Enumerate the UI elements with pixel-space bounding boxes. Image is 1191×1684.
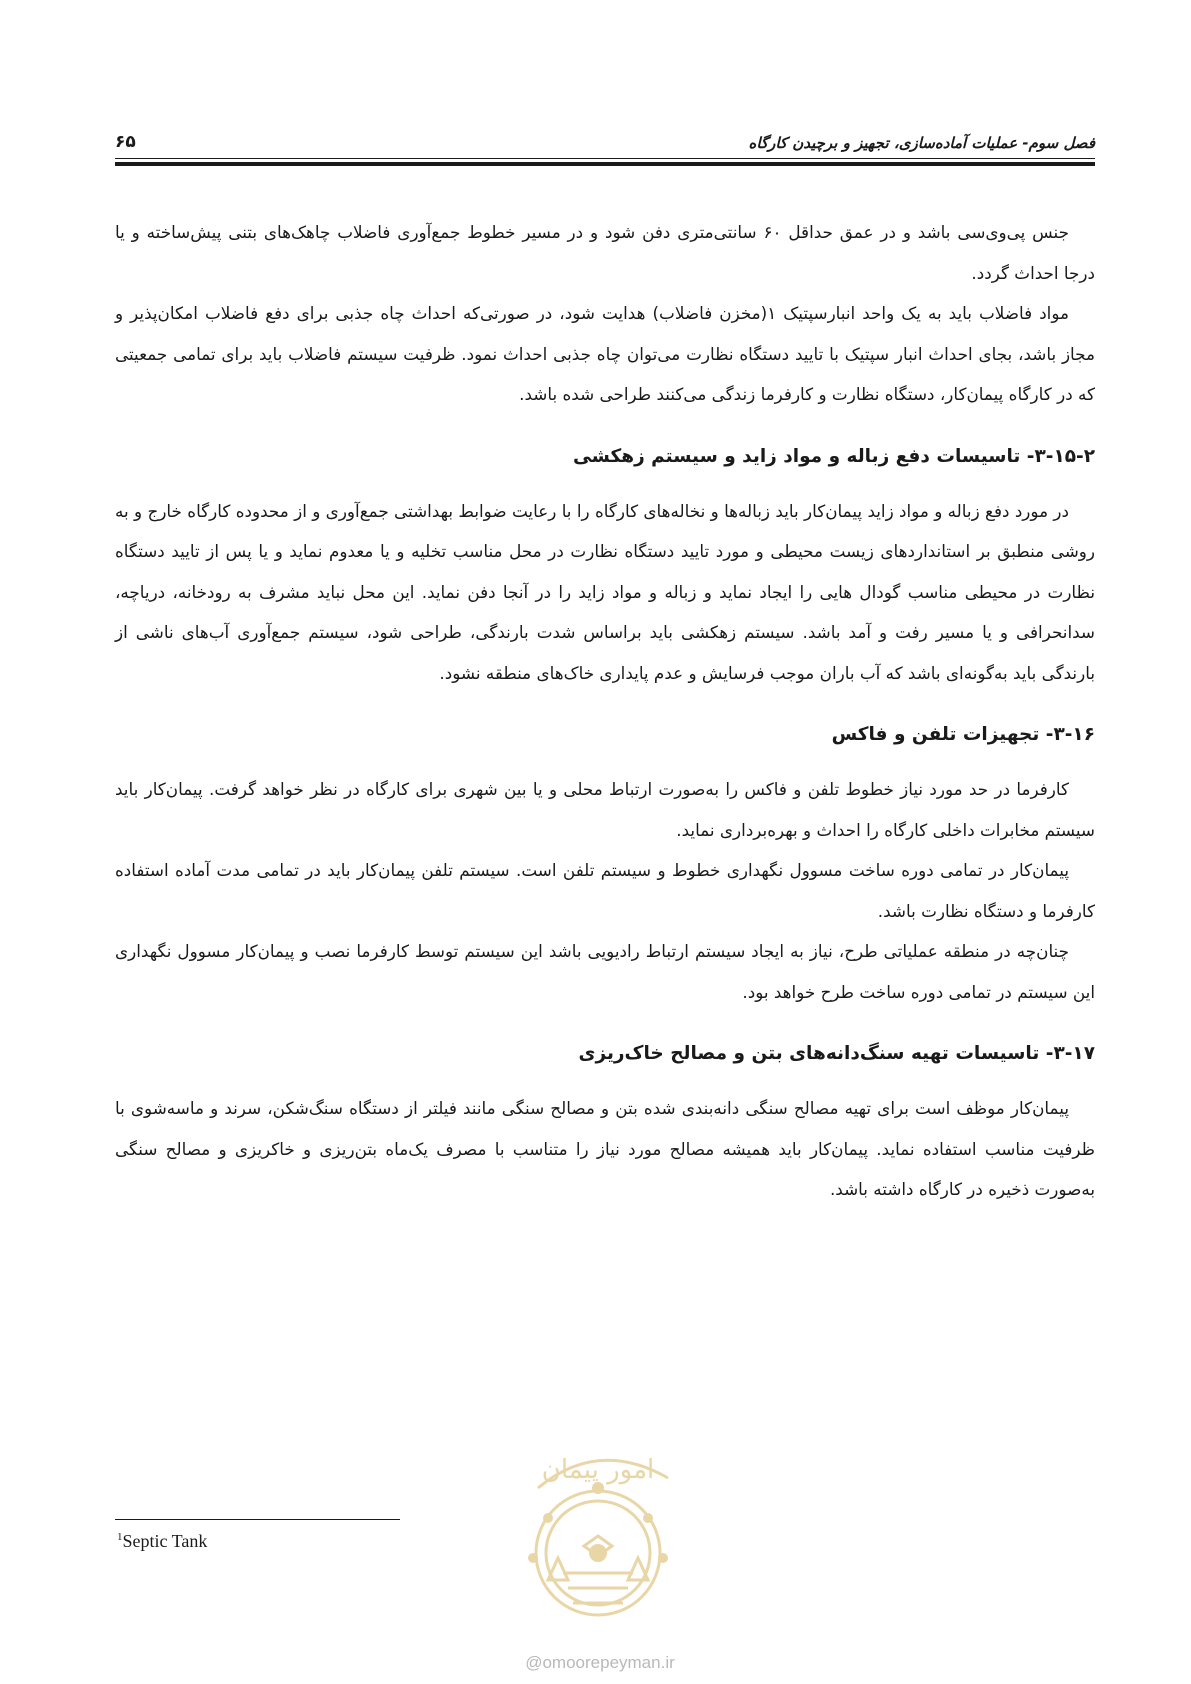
paragraph-waste-disposal: در مورد دفع زباله و مواد زاید پیمان‌کار باید زباله‌ها و نخاله‌های کارگاه را با رعایت ضوابط بهداشتی جمع‌آوری و از محدوده کارگاه خارج و به روشی منطبق بر استانداردهای زیست محیطی و مورد تایید دستگاه نظارت در محل مناسب تخلیه و یا معدوم نماید و یا پس از تایید دستگاه نظارت در محیطی مناسب گودال هایی را ایجاد نماید و زباله و مواد زاید را در آنجا دفن نماید. این محل نباید مشرف به رودخانه، دریاچه، سدانحرافی و یا مسیر رفت و آمد باشد. سیستم زهکشی باید براساس شدت بارندگی، طراحی شود، سیستم جمع‌آوری آب‌های ناشی از بارندگی باید به‌گونه‌ای باشد که آب باران موجب فرسایش و عدم پایداری خاک‌های منطقه نشود. — [115, 500, 1095, 683]
page-number: ۶۵ — [115, 132, 136, 152]
watermark-url: @omoorepeyman.ir — [525, 1653, 675, 1672]
paragraph-telephone-maintenance: پیمان‌کار در تمامی دوره ساخت مسوول نگهداری خطوط و سیستم تلفن است. سیستم تلفن پیمان‌کار باید در تمامی مدت آماده استفاده کارفرما و دستگاه نظارت باشد. — [115, 860, 1095, 921]
footnote — [117, 1531, 207, 1552]
chapter-title: فصل سوم- عملیات آماده‌سازی، تجهیز و برچیدن کارگاه — [748, 134, 1095, 152]
footnote-marker: 1 — [117, 1531, 123, 1543]
body-text — [115, 212, 1095, 1210]
footnote-text: Septic Tank — [122, 1531, 208, 1551]
footnote-rule — [115, 1519, 400, 1520]
header-rule-thick — [115, 162, 1095, 166]
section-heading-waste-disposal: ۳-۱۵-۲- تاسیسات دفع زباله و مواد زاید و سیستم زهکشی — [572, 445, 1095, 467]
paragraph-aggregates: پیمان‌کار موظف است برای تهیه مصالح سنگی دانه‌بندی شده بتن و مصالح سنگی مانند فیلتر از دستگاه سنگ‌شکن، سرند و ماسه‌شوی با ظرفیت مناسب استفاده نماید. پیمان‌کار باید همیشه مصالح مورد نیاز را متناسب با مصرف یک‌ماه بتن‌ریزی و خاکریزی و مصالح سنگی به‌صورت ذخیره در کارگاه داشته باشد. — [115, 1098, 1095, 1199]
watermark-seal-text: امور پیمان — [541, 1455, 655, 1485]
paragraph-septic-tank: مواد فاضلاب باید به یک واحد انبارسپتیک ۱(مخزن فاضلاب) هدایت شود، در صورتی‌که احداث چاه جذبی برای دفع فاضلاب امکان‌پذیر و مجاز باشد، بجای احداث انبار سپتیک با تایید دستگاه نظارت می‌توان چاه جذبی احداث نمود. ظرفیت سیستم فاضلاب باید برای تمامی جمعیتی که در کارگاه پیمان‌کار، دستگاه نظارت و کارفرما زندگی می‌کنند طراحی شده باشد. — [115, 303, 1095, 404]
running-header — [115, 128, 1095, 162]
header-rule-thin — [115, 158, 1095, 159]
section-heading-telephone-fax: ۳-۱۶- تجهیزات تلفن و فاکس — [831, 724, 1095, 745]
section-heading-aggregates: ۳-۱۷- تاسیسات تهیه سنگ‌دانه‌های بتن و مصالح خاک‌ریزی — [578, 1043, 1095, 1064]
paragraph-pvc-pipes: جنس پی‌وی‌سی باشد و در عمق حداقل ۶۰ سانتی‌متری دفن شود و در مسیر خطوط جمع‌آوری فاضلاب چاهک‌های بتنی پیش‌ساخته و یا درجا احداث گردد. — [115, 222, 1095, 283]
paragraph-radio-system: چنان‌چه در منطقه عملیاتی طرح، نیاز به ایجاد سیستم ارتباط رادیویی باشد این سیستم توسط کارفرما نصب و پیمان‌کار مسوول نگهداری این سیستم در تمامی دوره ساخت طرح خواهد بود. — [115, 941, 1095, 1002]
watermark-seal-icon — [478, 1418, 718, 1648]
paragraph-telephone-lines: کارفرما در حد مورد نیاز خطوط تلفن و فاکس را به‌صورت ارتباط محلی و یا بین شهری برای کارگاه در نظر خواهد گرفت. پیمان‌کار باید سیستم مخابرات داخلی کارگاه را احداث و بهره‌برداری نماید. — [115, 779, 1095, 840]
